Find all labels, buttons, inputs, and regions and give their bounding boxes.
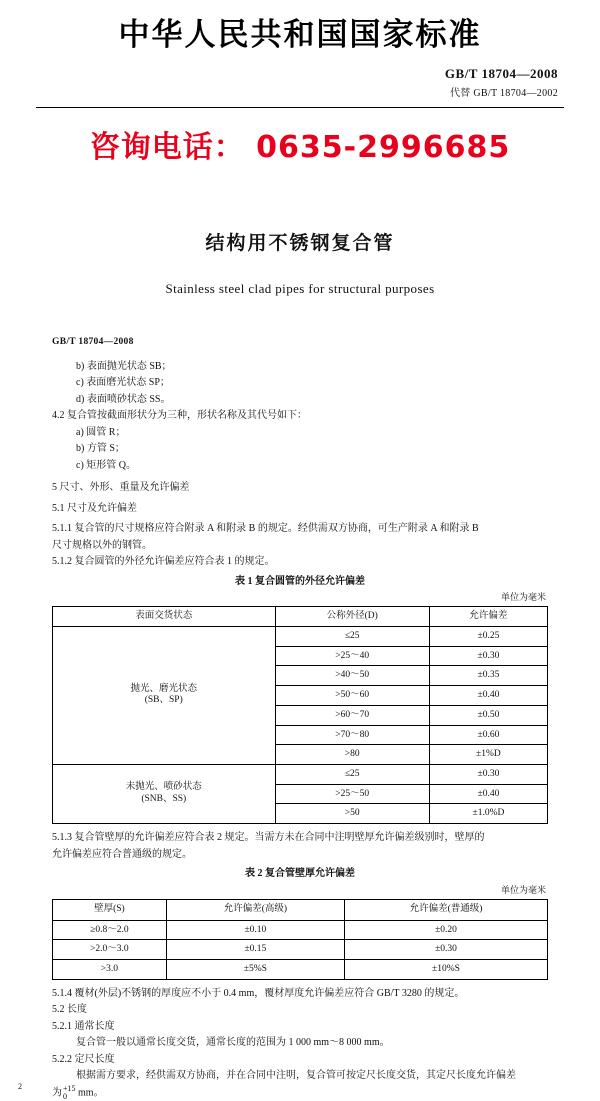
table-outer-diameter-tolerance (52, 606, 548, 824)
table1-group1-state (53, 765, 276, 824)
table1-cell-tol: ±0.30 (429, 765, 547, 785)
clause-5-heading: 5 尺寸、外形、重量及允许偏差 (52, 482, 190, 494)
consult-phone-banner: 咨询电话： 0635-2996685 (89, 130, 511, 166)
clause-5-2-2-line1: 根据需方要求，经供需双方协商，并在合同中注明，复合管可按定尺长度交货，其定尺长度允许偏差 (76, 1070, 516, 1082)
clause-5-1-4: 5.1.4 覆材(外层)不锈钢的厚度应不小于 0.4 mm，覆材厚度允许偏差应符合 GB/T 3280 的规定。 (52, 987, 465, 999)
document-title-en: Stainless steel clad pipes for structural purposes (165, 281, 435, 297)
document-body (52, 335, 548, 1101)
clause-5-1-3-line2: 允许偏差应符合普通级的规定。 (52, 848, 192, 860)
table1-header-2: 允许偏差 (429, 607, 547, 627)
table1-group0-state-line2: (SB、SP) (144, 695, 183, 706)
table1-cell-tol: ±0.35 (429, 666, 547, 686)
standard-code-block (0, 66, 600, 99)
table-row (53, 765, 548, 785)
clause-5-1-1-line1: 5.1.1 复合管的尺寸规格应符合附录 A 和附录 B 的规定。经供需双方协商，可生产附录 A 和附录 B (52, 523, 479, 535)
table1-cell-tol: ±1%D (429, 745, 547, 765)
list-item: c) 表面磨光状态 SP； (76, 377, 170, 389)
clause-5-2-2-line2 (52, 1085, 548, 1101)
list-item: d) 表面喷砂状态 SS。 (76, 393, 171, 405)
table2-unit: 单位为毫米 (500, 884, 546, 895)
table1-cell-dia: ≤25 (275, 626, 429, 646)
clause-5-2-1-text: 复合管一般以通常长度交货，通常长度的范围为 1 000 mm～8 000 mm。 (76, 1037, 390, 1049)
list-item: b) 方管 S； (76, 443, 125, 455)
table-row (53, 626, 548, 646)
national-standard-title: 中华人民共和国国家标准 (118, 17, 482, 53)
table2-cell-tol-high: ±0.10 (166, 920, 344, 940)
table1-unit: 单位为毫米 (500, 592, 546, 603)
table1-group0-state-line1: 抛光、磨光状态 (130, 683, 197, 694)
table1-cell-tol: ±0.40 (429, 784, 547, 804)
list-item: a) 圆管 R； (76, 426, 126, 438)
table1-cell-tol: ±0.50 (429, 705, 547, 725)
table1-cell-tol: ±0.30 (429, 646, 547, 666)
running-standard-code: GB/T 18704—2008 (52, 337, 134, 348)
table1-cell-dia: >70～80 (275, 725, 429, 745)
tolerance-upper: +15 (63, 1083, 76, 1093)
clause-5-1-1-line2: 尺寸规格以外的钢管。 (52, 539, 152, 551)
table2-cell-thickness: ≥0.8～2.0 (53, 920, 167, 940)
table-header-row (53, 899, 548, 920)
clause-5-1-heading: 5.1 尺寸及允许偏差 (52, 502, 137, 514)
table2-header-0: 壁厚(S) (53, 899, 167, 920)
table-header-row (53, 607, 548, 627)
table2-caption: 表 2 复合管壁厚允许偏差 (245, 868, 355, 880)
masthead (0, 0, 600, 108)
table2-cell-tol-normal: ±10%S (344, 960, 547, 980)
document-title-cn: 结构用不锈钢复合管 (205, 232, 395, 255)
table1-cell-dia: >50 (275, 804, 429, 824)
clause-5-2-1-heading: 5.2.1 通常长度 (52, 1020, 115, 1032)
table1-header-0: 表面交货状态 (53, 607, 276, 627)
table1-cell-tol: ±0.60 (429, 725, 547, 745)
table1-cell-dia: >25～50 (275, 784, 429, 804)
table1-header-1: 公称外径(D) (275, 607, 429, 627)
table1-cell-tol: ±1.0%D (429, 804, 547, 824)
table1-cell-dia: >80 (275, 745, 429, 765)
table2-cell-thickness: >2.0～3.0 (53, 940, 167, 960)
clause-5-1-3-line1: 5.1.3 复合管壁厚的允许偏差应符合表 2 规定。当需方未在合同中注明壁厚允许偏差级别时，壁厚的 (52, 832, 485, 844)
table1-cell-tol: ±0.25 (429, 626, 547, 646)
table1-cell-dia: >25～40 (275, 646, 429, 666)
table2-cell-tol-high: ±0.15 (166, 940, 344, 960)
table1-cell-dia: ≤25 (275, 765, 429, 785)
clause-5-2-2-heading: 5.2.2 定尺长度 (52, 1053, 115, 1065)
table-row (53, 940, 548, 960)
table-wall-thickness-tolerance (52, 899, 548, 980)
standard-code-replaces: 代替 GB/T 18704—2002 (450, 88, 558, 100)
clause-5-2-heading: 5.2 长度 (52, 1004, 87, 1016)
table2-header-2: 允许偏差(普通级) (344, 899, 547, 920)
table2-cell-tol-normal: ±0.20 (344, 920, 547, 940)
table1-group0-state (53, 626, 276, 764)
standard-code: GB/T 18704—2008 (444, 66, 558, 82)
table1-cell-dia: >60～70 (275, 705, 429, 725)
list-item: b) 表面抛光状态 SB； (76, 360, 172, 372)
table1-caption: 表 1 复合圆管的外径允许偏差 (235, 575, 365, 587)
table1-cell-dia: >40～50 (275, 666, 429, 686)
clause-4-2: 4.2 复合管按截面形状分为三种，形状名称及其代号如下： (52, 410, 307, 422)
table1-group1-state-line1: 未抛光、喷砂状态 (125, 782, 202, 793)
clause-5-2-2-suffix: mm。 (78, 1087, 104, 1099)
table2-header-1: 允许偏差(高级) (166, 899, 344, 920)
clause-5-2-2-prefix: 为 (52, 1087, 62, 1099)
table2-cell-tol-normal: ±0.30 (344, 940, 547, 960)
clause-5-1-2: 5.1.2 复合圆管的外径允许偏差应符合表 1 的规定。 (52, 556, 275, 568)
list-item: c) 矩形管 Q。 (76, 459, 136, 471)
table2-cell-thickness: >3.0 (53, 960, 167, 980)
table-row (53, 920, 548, 940)
tolerance-fraction (63, 1085, 76, 1101)
page-number: 2 (18, 1082, 22, 1091)
table1-cell-tol: ±0.40 (429, 686, 547, 706)
table1-group1-state-line2: (SNB、SS) (141, 794, 187, 805)
masthead-divider (36, 107, 564, 108)
table2-cell-tol-high: ±5%S (166, 960, 344, 980)
table-row (53, 960, 548, 980)
tolerance-lower: 0 (63, 1091, 67, 1101)
table1-cell-dia: >50～60 (275, 686, 429, 706)
